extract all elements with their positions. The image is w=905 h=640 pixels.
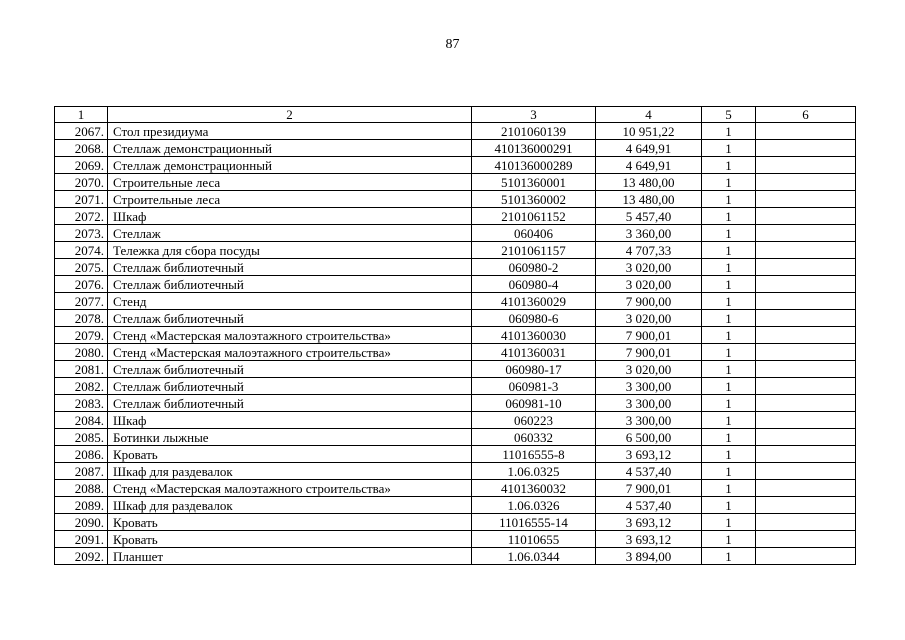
table-row [55, 378, 856, 395]
inventory-number: 2101061152 [472, 208, 596, 225]
item-name: Ботинки лыжные [108, 429, 472, 446]
row-number: 2070. [55, 174, 108, 191]
item-name: Стенд «Мастерская малоэтажного строительства» [108, 327, 472, 344]
table-row [55, 140, 856, 157]
item-note [756, 344, 856, 361]
item-quantity: 1 [702, 463, 756, 480]
inventory-number: 1.06.0326 [472, 497, 596, 514]
item-note [756, 242, 856, 259]
row-number: 2082. [55, 378, 108, 395]
item-quantity: 1 [702, 293, 756, 310]
item-quantity: 1 [702, 310, 756, 327]
row-number: 2077. [55, 293, 108, 310]
item-quantity: 1 [702, 344, 756, 361]
table-row [55, 276, 856, 293]
inventory-number: 2101061157 [472, 242, 596, 259]
inventory-number: 060981-3 [472, 378, 596, 395]
item-cost: 3 693,12 [596, 446, 702, 463]
row-number: 2083. [55, 395, 108, 412]
row-number: 2078. [55, 310, 108, 327]
item-cost: 5 457,40 [596, 208, 702, 225]
item-cost: 3 300,00 [596, 412, 702, 429]
item-note [756, 480, 856, 497]
row-number: 2080. [55, 344, 108, 361]
item-note [756, 208, 856, 225]
item-quantity: 1 [702, 140, 756, 157]
item-quantity: 1 [702, 123, 756, 140]
item-quantity: 1 [702, 225, 756, 242]
item-quantity: 1 [702, 497, 756, 514]
item-cost: 3 300,00 [596, 378, 702, 395]
row-number: 2067. [55, 123, 108, 140]
item-cost: 3 020,00 [596, 259, 702, 276]
item-cost: 4 537,40 [596, 463, 702, 480]
inventory-number: 4101360029 [472, 293, 596, 310]
item-note [756, 123, 856, 140]
item-name: Кровать [108, 514, 472, 531]
column-header: 6 [756, 107, 856, 123]
item-note [756, 157, 856, 174]
page-number: 87 [445, 37, 460, 52]
item-name: Тележка для сбора посуды [108, 242, 472, 259]
table-body [55, 107, 856, 565]
item-note [756, 140, 856, 157]
column-header: 1 [55, 107, 108, 123]
inventory-number: 4101360031 [472, 344, 596, 361]
item-note [756, 276, 856, 293]
row-number: 2072. [55, 208, 108, 225]
table-row [55, 225, 856, 242]
inventory-number: 5101360001 [472, 174, 596, 191]
table-row [55, 191, 856, 208]
item-name: Стеллаж демонстрационный [108, 140, 472, 157]
table-row [55, 395, 856, 412]
inventory-number: 5101360002 [472, 191, 596, 208]
table-row [55, 174, 856, 191]
column-header: 4 [596, 107, 702, 123]
item-name: Шкаф [108, 412, 472, 429]
item-cost: 3 894,00 [596, 548, 702, 565]
table-row [55, 514, 856, 531]
item-note [756, 191, 856, 208]
inventory-number: 410136000291 [472, 140, 596, 157]
item-cost: 3 020,00 [596, 310, 702, 327]
column-header: 5 [702, 107, 756, 123]
item-quantity: 1 [702, 412, 756, 429]
item-cost: 6 500,00 [596, 429, 702, 446]
item-name: Стеллаж библиотечный [108, 395, 472, 412]
inventory-number: 4101360030 [472, 327, 596, 344]
table-row [55, 480, 856, 497]
row-number: 2081. [55, 361, 108, 378]
item-quantity: 1 [702, 157, 756, 174]
table-row [55, 361, 856, 378]
item-name: Стол президиума [108, 123, 472, 140]
item-quantity: 1 [702, 259, 756, 276]
table-row [55, 429, 856, 446]
item-note [756, 378, 856, 395]
table-row [55, 497, 856, 514]
table-row [55, 123, 856, 140]
row-number: 2073. [55, 225, 108, 242]
table-row [55, 327, 856, 344]
inventory-number: 11010655 [472, 531, 596, 548]
item-name: Кровать [108, 446, 472, 463]
column-header: 3 [472, 107, 596, 123]
item-quantity: 1 [702, 361, 756, 378]
item-cost: 4 649,91 [596, 157, 702, 174]
item-note [756, 531, 856, 548]
table-row [55, 446, 856, 463]
item-note [756, 412, 856, 429]
item-quantity: 1 [702, 429, 756, 446]
item-quantity: 1 [702, 276, 756, 293]
item-quantity: 1 [702, 327, 756, 344]
table-row [55, 531, 856, 548]
row-number: 2079. [55, 327, 108, 344]
item-cost: 10 951,22 [596, 123, 702, 140]
item-name: Стеллаж библиотечный [108, 276, 472, 293]
row-number: 2069. [55, 157, 108, 174]
item-name: Стенд «Мастерская малоэтажного строительства» [108, 344, 472, 361]
item-note [756, 327, 856, 344]
row-number: 2084. [55, 412, 108, 429]
item-name: Строительные леса [108, 191, 472, 208]
item-name: Строительные леса [108, 174, 472, 191]
item-cost: 3 693,12 [596, 531, 702, 548]
row-number: 2075. [55, 259, 108, 276]
item-cost: 4 649,91 [596, 140, 702, 157]
table-row [55, 463, 856, 480]
item-cost: 13 480,00 [596, 191, 702, 208]
table-row [55, 259, 856, 276]
inventory-number: 060223 [472, 412, 596, 429]
item-name: Шкаф [108, 208, 472, 225]
row-number: 2087. [55, 463, 108, 480]
row-number: 2091. [55, 531, 108, 548]
item-note [756, 174, 856, 191]
table-row [55, 208, 856, 225]
item-quantity: 1 [702, 242, 756, 259]
item-name: Шкаф для раздевалок [108, 463, 472, 480]
item-note [756, 463, 856, 480]
item-note [756, 395, 856, 412]
item-quantity: 1 [702, 548, 756, 565]
row-number: 2068. [55, 140, 108, 157]
row-number: 2092. [55, 548, 108, 565]
item-cost: 3 360,00 [596, 225, 702, 242]
row-number: 2088. [55, 480, 108, 497]
inventory-table [54, 106, 856, 565]
inventory-number: 11016555-14 [472, 514, 596, 531]
item-cost: 4 707,33 [596, 242, 702, 259]
item-note [756, 259, 856, 276]
item-cost: 3 020,00 [596, 276, 702, 293]
item-note [756, 446, 856, 463]
row-number: 2086. [55, 446, 108, 463]
inventory-number: 060980-6 [472, 310, 596, 327]
row-number: 2076. [55, 276, 108, 293]
item-cost: 3 693,12 [596, 514, 702, 531]
inventory-number: 4101360032 [472, 480, 596, 497]
row-number: 2074. [55, 242, 108, 259]
row-number: 2090. [55, 514, 108, 531]
table-row [55, 293, 856, 310]
inventory-number: 060981-10 [472, 395, 596, 412]
inventory-number: 2101060139 [472, 123, 596, 140]
item-name: Стеллаж библиотечный [108, 310, 472, 327]
row-number: 2089. [55, 497, 108, 514]
item-quantity: 1 [702, 514, 756, 531]
item-cost: 3 300,00 [596, 395, 702, 412]
item-note [756, 429, 856, 446]
item-note [756, 310, 856, 327]
item-name: Стеллаж библиотечный [108, 378, 472, 395]
item-note [756, 497, 856, 514]
row-number: 2071. [55, 191, 108, 208]
inventory-number: 1.06.0344 [472, 548, 596, 565]
table-header-row [55, 107, 856, 123]
table-row [55, 310, 856, 327]
table-row [55, 344, 856, 361]
item-name: Стеллаж библиотечный [108, 361, 472, 378]
row-number: 2085. [55, 429, 108, 446]
item-note [756, 293, 856, 310]
item-cost: 7 900,01 [596, 480, 702, 497]
item-cost: 3 020,00 [596, 361, 702, 378]
inventory-number: 060406 [472, 225, 596, 242]
item-name: Стенд [108, 293, 472, 310]
item-cost: 4 537,40 [596, 497, 702, 514]
item-quantity: 1 [702, 208, 756, 225]
item-cost: 7 900,00 [596, 293, 702, 310]
item-name: Стеллаж [108, 225, 472, 242]
table-row [55, 157, 856, 174]
item-quantity: 1 [702, 191, 756, 208]
item-note [756, 361, 856, 378]
inventory-number: 060332 [472, 429, 596, 446]
item-quantity: 1 [702, 378, 756, 395]
item-name: Стеллаж библиотечный [108, 259, 472, 276]
item-note [756, 548, 856, 565]
item-cost: 7 900,01 [596, 327, 702, 344]
item-name: Планшет [108, 548, 472, 565]
inventory-number: 060980-17 [472, 361, 596, 378]
item-cost: 7 900,01 [596, 344, 702, 361]
item-name: Шкаф для раздевалок [108, 497, 472, 514]
item-cost: 13 480,00 [596, 174, 702, 191]
item-quantity: 1 [702, 480, 756, 497]
item-name: Кровать [108, 531, 472, 548]
item-quantity: 1 [702, 446, 756, 463]
inventory-number: 1.06.0325 [472, 463, 596, 480]
table-row [55, 412, 856, 429]
table-row [55, 242, 856, 259]
inventory-number: 060980-2 [472, 259, 596, 276]
inventory-number: 060980-4 [472, 276, 596, 293]
inventory-number: 11016555-8 [472, 446, 596, 463]
inventory-number: 410136000289 [472, 157, 596, 174]
item-name: Стенд «Мастерская малоэтажного строительства» [108, 480, 472, 497]
table-row [55, 548, 856, 565]
item-quantity: 1 [702, 395, 756, 412]
column-header: 2 [108, 107, 472, 123]
item-note [756, 225, 856, 242]
item-quantity: 1 [702, 174, 756, 191]
item-note [756, 514, 856, 531]
item-name: Стеллаж демонстрационный [108, 157, 472, 174]
item-quantity: 1 [702, 531, 756, 548]
